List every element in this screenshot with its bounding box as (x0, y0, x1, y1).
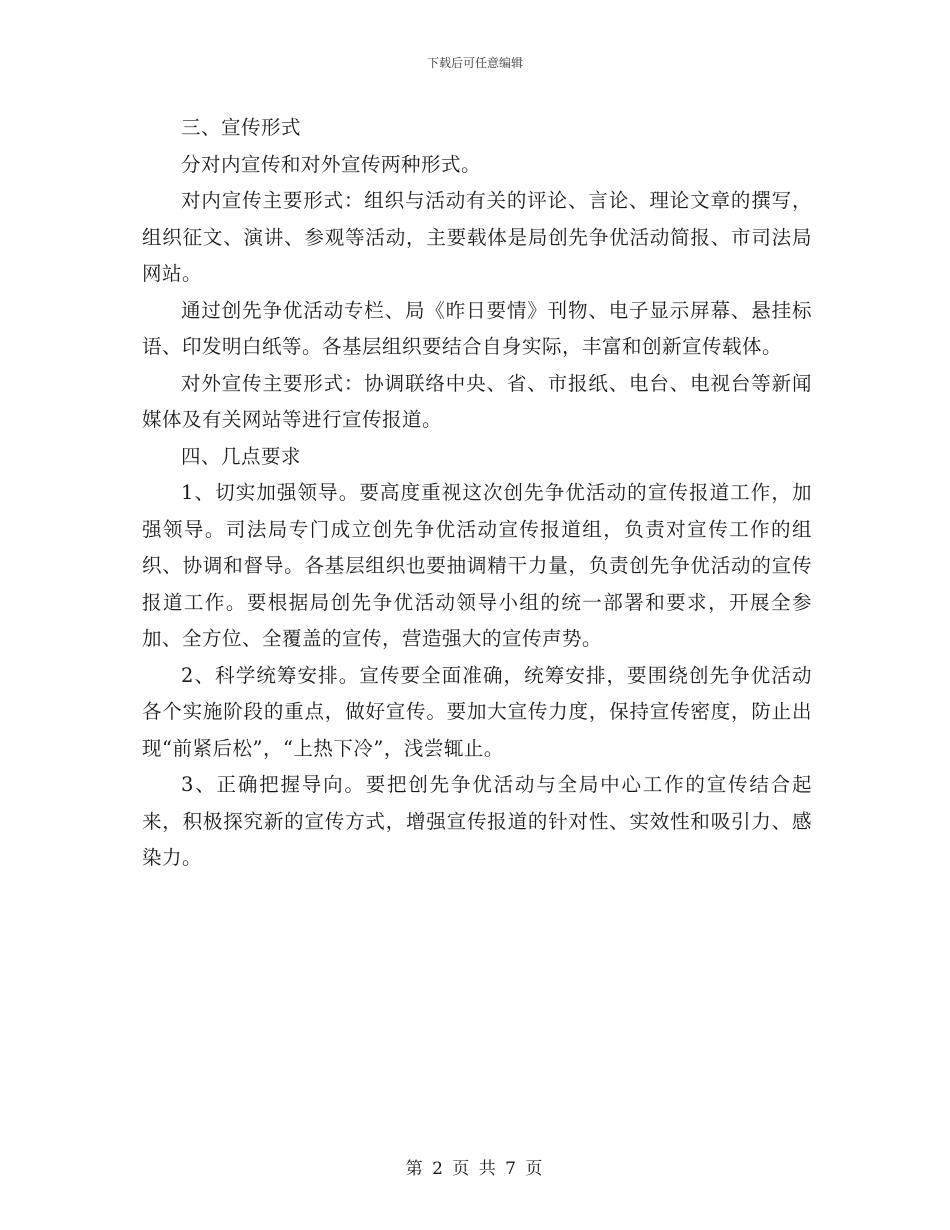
paragraph: 2、科学统筹安排。宣传要全面准确，统筹安排，要围绕创先争优活动各个实施阶段的重点，做好宣传。要加大宣传力度，保持宣传密度，防止出现“前紧后松”，“上热下冷”，浅尝辄止。 (142, 663, 812, 760)
paragraph: 分对内宣传和对外宣传两种形式。 (181, 152, 482, 176)
paragraph: 对外宣传主要形式：协调联络中央、省、市报纸、电台、电视台等新闻媒体及有关网站等进行宣传报道。 (142, 371, 812, 431)
page-header: 下载后可任意编辑 (426, 56, 523, 70)
paragraph: 通过创先争优活动专栏、局《昨日要情》刊物、电子显示屏幕、悬挂标语、印发明白纸等。各基层组织要结合自身实际，丰富和创新宣传载体。 (142, 298, 812, 358)
section-heading-three: 三、宣传形式 (181, 116, 302, 139)
paragraph: 3、正确把握导向。要把创先争优活动与全局中心工作的宣传结合起来，积极探究新的宣传方式，增强宣传报道的针对性、实效性和吸引力、感染力。 (142, 773, 812, 869)
section-heading-four: 四、几点要求 (181, 444, 302, 468)
paragraph: 1、切实加强领导。要高度重视这次创先争优活动的宣传报道工作，加强领导。司法局专门成立创先争优活动宣传报道组，负责对宣传工作的组织、协调和督导。各基层组织也要抽调精干力量，负责创先争优活动的宣传报道工作。要根据局创先争优活动领导小组的统一部署和要求，开展全参加、全方位、全覆盖的宣传，营造强大的宣传声势。 (142, 481, 812, 650)
document-body (142, 110, 812, 877)
paragraph: 对内宣传主要形式：组织与活动有关的评论、言论、理论文章的撰写，组织征文、演讲、参观等活动，主要载体是局创先争优活动简报、市司法局网站。 (142, 189, 812, 285)
page-number: 第 2 页 共 7 页 (405, 1159, 545, 1179)
